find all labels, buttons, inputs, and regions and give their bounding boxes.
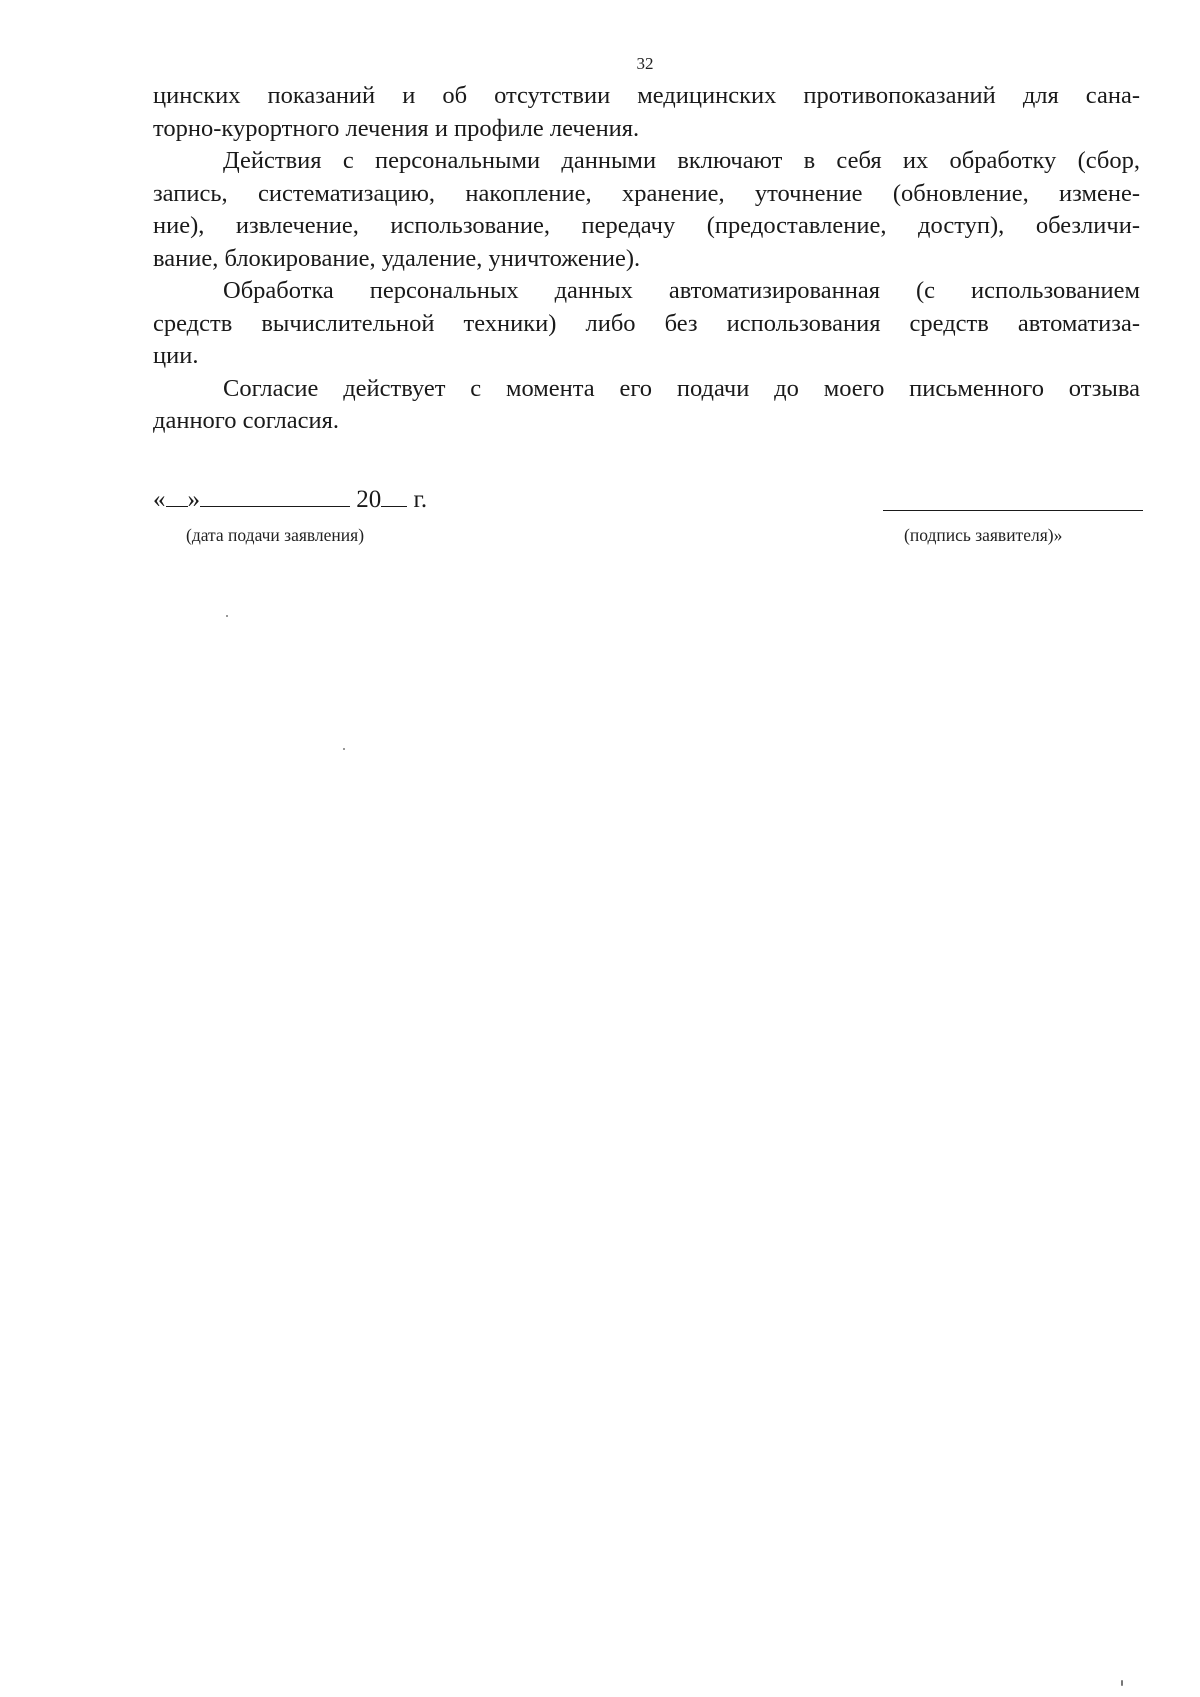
text-line: ние), извлечение, использование, передачу (предоставление, доступ), обезличи-	[153, 212, 1140, 239]
scan-speck	[1121, 1680, 1123, 1686]
signature-line	[883, 510, 1143, 511]
date-caption: (дата подачи заявления)	[186, 525, 365, 545]
text-line: Действия с персональными данными включают в себя их обработку (сбор,	[223, 147, 1140, 174]
text-line: цинских показаний и об отсутствии медицинских противопоказаний для сана-	[153, 82, 1140, 109]
text-line: данного согласия.	[153, 407, 340, 434]
text-line: вание, блокирование, удаление, уничтожение).	[153, 244, 641, 272]
date-close-quote: »	[187, 486, 200, 513]
year-suffix: г.	[413, 486, 428, 513]
page-number: 32	[636, 54, 654, 73]
text-line: Согласие действует с момента его подачи до моего письменного отзыва	[223, 374, 1140, 402]
paragraph-processing	[153, 275, 1140, 373]
date-open-quote: «	[153, 486, 166, 513]
paragraph-indications	[153, 80, 1140, 145]
signature-caption: (подпись заявителя)»	[904, 525, 1063, 545]
scan-speck	[343, 748, 345, 750]
text-line: торно-курортного лечения и профиле лечения.	[153, 114, 640, 142]
text-line: запись, систематизацию, накопление, хранение, уточнение (обновление, измене-	[153, 179, 1140, 207]
text-line: ции.	[153, 342, 199, 369]
year-blank	[381, 484, 407, 507]
text-line: средств вычислительной техники) либо без использования средств автоматиза-	[153, 309, 1140, 337]
month-blank	[200, 484, 350, 507]
day-blank	[166, 484, 188, 507]
date-field	[153, 484, 427, 514]
year-prefix: 20	[356, 486, 382, 513]
scan-speck	[226, 615, 228, 617]
paragraph-data-actions	[153, 145, 1140, 275]
text-line: Обработка персональных данных автоматизированная (с использованием	[223, 277, 1140, 304]
document-body	[153, 80, 1140, 438]
paragraph-consent-validity	[153, 373, 1140, 438]
